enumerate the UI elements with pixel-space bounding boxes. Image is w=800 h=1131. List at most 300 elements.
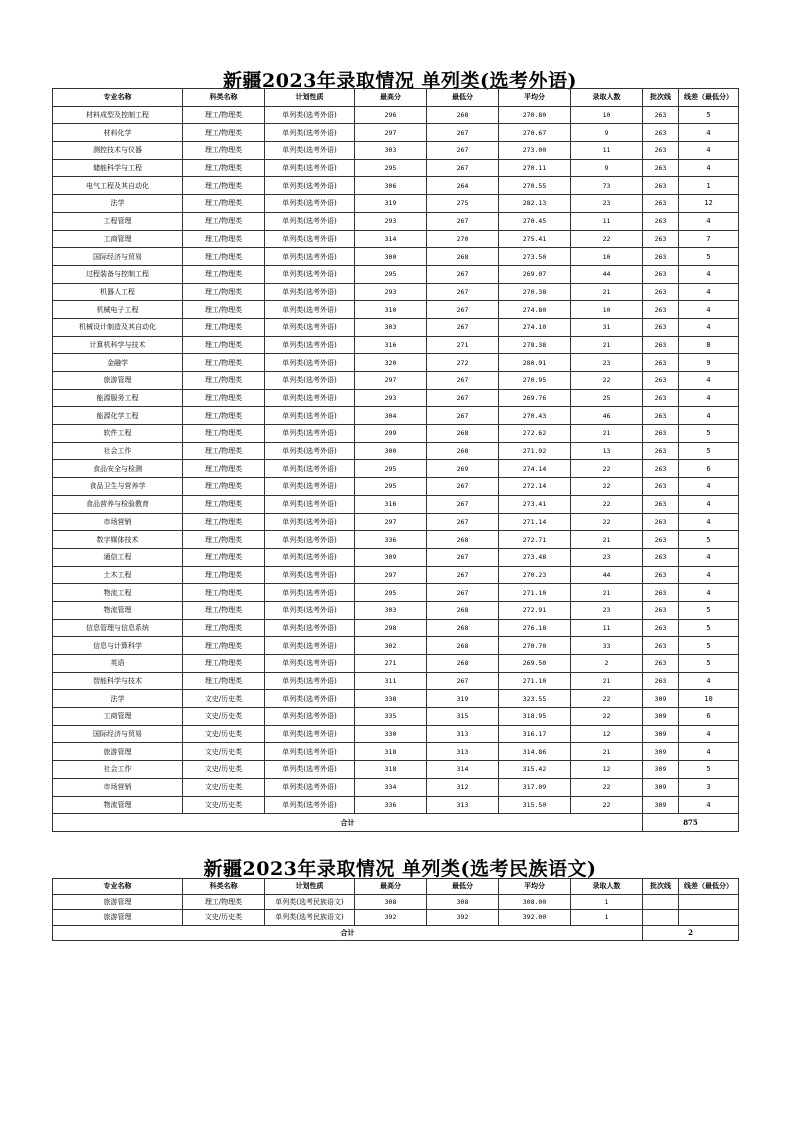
cell-category: 理工/物理类 bbox=[183, 177, 265, 195]
cell-plan-type: 单列类(选考外语) bbox=[265, 177, 355, 195]
cell-admitted-count: 21 bbox=[571, 283, 643, 301]
cell-admitted-count: 11 bbox=[571, 619, 643, 637]
cell-major-name: 旅游管理 bbox=[53, 372, 183, 390]
cell-batch-line: 263 bbox=[643, 460, 679, 478]
column-header-avg-score: 平均分 bbox=[499, 879, 571, 895]
cell-batch-line: 263 bbox=[643, 301, 679, 319]
column-header-category: 科类名称 bbox=[183, 89, 265, 107]
cell-avg-score: 270.95 bbox=[499, 372, 571, 390]
cell-batch-line: 263 bbox=[643, 212, 679, 230]
cell-avg-score: 273.00 bbox=[499, 142, 571, 160]
cell-score-gap: 4 bbox=[679, 318, 739, 336]
table-row bbox=[53, 743, 739, 761]
cell-avg-score: 270.45 bbox=[499, 212, 571, 230]
table-row bbox=[53, 248, 739, 266]
table-row bbox=[53, 283, 739, 301]
cell-score-gap: 6 bbox=[679, 460, 739, 478]
column-header-admitted-count: 录取人数 bbox=[571, 89, 643, 107]
cell-category: 理工/物理类 bbox=[183, 230, 265, 248]
table-row bbox=[53, 637, 739, 655]
cell-plan-type: 单列类(选考外语) bbox=[265, 372, 355, 390]
cell-avg-score: 392.00 bbox=[499, 910, 571, 926]
cell-plan-type: 单列类(选考外语) bbox=[265, 495, 355, 513]
cell-max-score: 297 bbox=[355, 124, 427, 142]
cell-category: 理工/物理类 bbox=[183, 336, 265, 354]
cell-min-score: 267 bbox=[427, 672, 499, 690]
cell-category: 理工/物理类 bbox=[183, 425, 265, 443]
cell-min-score: 267 bbox=[427, 372, 499, 390]
table-row bbox=[53, 301, 739, 319]
cell-batch-line: 309 bbox=[643, 778, 679, 796]
cell-max-score: 297 bbox=[355, 513, 427, 531]
column-header-avg-score: 平均分 bbox=[499, 89, 571, 107]
cell-min-score: 267 bbox=[427, 301, 499, 319]
cell-avg-score: 272.71 bbox=[499, 531, 571, 549]
cell-min-score: 270 bbox=[427, 230, 499, 248]
table-row bbox=[53, 531, 739, 549]
cell-avg-score: 271.10 bbox=[499, 672, 571, 690]
cell-admitted-count: 31 bbox=[571, 318, 643, 336]
cell-batch-line: 263 bbox=[643, 601, 679, 619]
cell-category: 文史/历史类 bbox=[183, 725, 265, 743]
cell-admitted-count: 21 bbox=[571, 584, 643, 602]
cell-admitted-count: 23 bbox=[571, 548, 643, 566]
table-row bbox=[53, 672, 739, 690]
column-header-major-name: 专业名称 bbox=[53, 89, 183, 107]
cell-min-score: 312 bbox=[427, 778, 499, 796]
cell-plan-type: 单列类(选考外语) bbox=[265, 389, 355, 407]
cell-max-score: 316 bbox=[355, 495, 427, 513]
cell-major-name: 社会工作 bbox=[53, 761, 183, 779]
cell-avg-score: 275.41 bbox=[499, 230, 571, 248]
cell-major-name: 测控技术与仪器 bbox=[53, 142, 183, 160]
cell-major-name: 食品安全与检测 bbox=[53, 460, 183, 478]
cell-admitted-count: 11 bbox=[571, 142, 643, 160]
cell-major-name: 机械电子工程 bbox=[53, 301, 183, 319]
cell-score-gap: 5 bbox=[679, 655, 739, 673]
cell-category: 理工/物理类 bbox=[183, 106, 265, 124]
cell-category: 理工/物理类 bbox=[183, 407, 265, 425]
cell-batch-line: 263 bbox=[643, 248, 679, 266]
cell-major-name: 软件工程 bbox=[53, 425, 183, 443]
cell-category: 理工/物理类 bbox=[183, 248, 265, 266]
cell-max-score: 298 bbox=[355, 619, 427, 637]
cell-avg-score: 270.43 bbox=[499, 407, 571, 425]
cell-plan-type: 单列类(选考外语) bbox=[265, 212, 355, 230]
cell-major-name: 旅游管理 bbox=[53, 894, 183, 910]
cell-batch-line: 263 bbox=[643, 548, 679, 566]
total-label: 合计 bbox=[53, 814, 643, 832]
cell-avg-score: 270.23 bbox=[499, 566, 571, 584]
cell-category: 理工/物理类 bbox=[183, 601, 265, 619]
cell-max-score: 293 bbox=[355, 212, 427, 230]
cell-max-score: 316 bbox=[355, 336, 427, 354]
cell-score-gap: 4 bbox=[679, 407, 739, 425]
cell-min-score: 267 bbox=[427, 318, 499, 336]
cell-major-name: 物流工程 bbox=[53, 584, 183, 602]
cell-plan-type: 单列类(选考外语) bbox=[265, 142, 355, 160]
cell-min-score: 315 bbox=[427, 708, 499, 726]
table-row bbox=[53, 407, 739, 425]
cell-category: 理工/物理类 bbox=[183, 478, 265, 496]
cell-admitted-count: 22 bbox=[571, 778, 643, 796]
cell-category: 文史/历史类 bbox=[183, 910, 265, 926]
cell-score-gap: 4 bbox=[679, 584, 739, 602]
cell-category: 理工/物理类 bbox=[183, 894, 265, 910]
cell-score-gap: 4 bbox=[679, 124, 739, 142]
cell-max-score: 318 bbox=[355, 761, 427, 779]
cell-score-gap: 1 bbox=[679, 177, 739, 195]
cell-score-gap: 5 bbox=[679, 531, 739, 549]
cell-batch-line: 263 bbox=[643, 619, 679, 637]
cell-min-score: 268 bbox=[427, 601, 499, 619]
cell-plan-type: 单列类(选考外语) bbox=[265, 425, 355, 443]
cell-batch-line: 263 bbox=[643, 318, 679, 336]
cell-min-score: 392 bbox=[427, 910, 499, 926]
cell-major-name: 食品卫生与营养学 bbox=[53, 478, 183, 496]
cell-min-score: 264 bbox=[427, 177, 499, 195]
cell-plan-type: 单列类(选考外语) bbox=[265, 318, 355, 336]
cell-admitted-count: 33 bbox=[571, 637, 643, 655]
cell-batch-line: 263 bbox=[643, 495, 679, 513]
cell-max-score: 318 bbox=[355, 743, 427, 761]
cell-score-gap: 4 bbox=[679, 212, 739, 230]
cell-category: 理工/物理类 bbox=[183, 195, 265, 213]
column-header-min-score: 最低分 bbox=[427, 879, 499, 895]
cell-avg-score: 282.13 bbox=[499, 195, 571, 213]
cell-avg-score: 271.14 bbox=[499, 513, 571, 531]
cell-batch-line: 263 bbox=[643, 655, 679, 673]
table-row bbox=[53, 495, 739, 513]
cell-min-score: 268 bbox=[427, 442, 499, 460]
column-header-score-gap: 线差（最低分） bbox=[679, 879, 739, 895]
cell-avg-score: 273.50 bbox=[499, 248, 571, 266]
table-row bbox=[53, 910, 739, 926]
cell-avg-score: 272.91 bbox=[499, 601, 571, 619]
cell-avg-score: 323.55 bbox=[499, 690, 571, 708]
cell-major-name: 法学 bbox=[53, 195, 183, 213]
cell-category: 理工/物理类 bbox=[183, 548, 265, 566]
cell-plan-type: 单列类(选考外语) bbox=[265, 460, 355, 478]
cell-max-score: 295 bbox=[355, 478, 427, 496]
cell-score-gap: 4 bbox=[679, 478, 739, 496]
cell-avg-score: 270.11 bbox=[499, 159, 571, 177]
cell-plan-type: 单列类(选考外语) bbox=[265, 442, 355, 460]
cell-plan-type: 单列类(选考外语) bbox=[265, 548, 355, 566]
cell-category: 理工/物理类 bbox=[183, 159, 265, 177]
cell-major-name: 计算机科学与技术 bbox=[53, 336, 183, 354]
cell-admitted-count: 12 bbox=[571, 725, 643, 743]
cell-max-score: 335 bbox=[355, 708, 427, 726]
cell-major-name: 储能科学与工程 bbox=[53, 159, 183, 177]
cell-max-score: 319 bbox=[355, 195, 427, 213]
cell-min-score: 269 bbox=[427, 460, 499, 478]
cell-max-score: 314 bbox=[355, 230, 427, 248]
cell-max-score: 295 bbox=[355, 584, 427, 602]
cell-plan-type: 单列类(选考外语) bbox=[265, 796, 355, 814]
cell-score-gap: 5 bbox=[679, 619, 739, 637]
cell-major-name: 工商管理 bbox=[53, 708, 183, 726]
cell-avg-score: 271.92 bbox=[499, 442, 571, 460]
cell-admitted-count: 73 bbox=[571, 177, 643, 195]
column-header-score-gap: 线差（最低分） bbox=[679, 89, 739, 107]
column-header-min-score: 最低分 bbox=[427, 89, 499, 107]
table-row bbox=[53, 336, 739, 354]
cell-category: 理工/物理类 bbox=[183, 619, 265, 637]
cell-category: 理工/物理类 bbox=[183, 301, 265, 319]
cell-admitted-count: 21 bbox=[571, 743, 643, 761]
cell-admitted-count: 12 bbox=[571, 761, 643, 779]
cell-score-gap bbox=[679, 910, 739, 926]
cell-score-gap: 3 bbox=[679, 778, 739, 796]
column-header-category: 科类名称 bbox=[183, 879, 265, 895]
column-header-plan-type: 计划性质 bbox=[265, 89, 355, 107]
cell-max-score: 303 bbox=[355, 318, 427, 336]
cell-admitted-count: 25 bbox=[571, 389, 643, 407]
cell-avg-score: 274.80 bbox=[499, 301, 571, 319]
cell-admitted-count: 23 bbox=[571, 195, 643, 213]
cell-plan-type: 单列类(选考外语) bbox=[265, 248, 355, 266]
cell-category: 理工/物理类 bbox=[183, 566, 265, 584]
cell-category: 理工/物理类 bbox=[183, 655, 265, 673]
column-header-batch-line: 批次线 bbox=[643, 89, 679, 107]
cell-batch-line bbox=[643, 894, 679, 910]
cell-min-score: 267 bbox=[427, 389, 499, 407]
cell-batch-line: 263 bbox=[643, 531, 679, 549]
cell-score-gap: 4 bbox=[679, 725, 739, 743]
cell-score-gap: 9 bbox=[679, 354, 739, 372]
cell-avg-score: 316.17 bbox=[499, 725, 571, 743]
cell-plan-type: 单列类(选考外语) bbox=[265, 301, 355, 319]
cell-major-name: 食品营养与检验教育 bbox=[53, 495, 183, 513]
cell-max-score: 302 bbox=[355, 637, 427, 655]
cell-admitted-count: 21 bbox=[571, 531, 643, 549]
cell-min-score: 267 bbox=[427, 566, 499, 584]
table-row bbox=[53, 566, 739, 584]
cell-plan-type: 单列类(选考外语) bbox=[265, 531, 355, 549]
cell-max-score: 310 bbox=[355, 301, 427, 319]
cell-max-score: 306 bbox=[355, 177, 427, 195]
cell-score-gap: 4 bbox=[679, 796, 739, 814]
cell-min-score: 314 bbox=[427, 761, 499, 779]
table-row bbox=[53, 354, 739, 372]
cell-admitted-count: 1 bbox=[571, 894, 643, 910]
cell-avg-score: 270.38 bbox=[499, 283, 571, 301]
cell-major-name: 能源化学工程 bbox=[53, 407, 183, 425]
column-header-major-name: 专业名称 bbox=[53, 879, 183, 895]
table-row bbox=[53, 318, 739, 336]
cell-max-score: 295 bbox=[355, 460, 427, 478]
cell-major-name: 材料成型及控制工程 bbox=[53, 106, 183, 124]
cell-score-gap: 5 bbox=[679, 442, 739, 460]
cell-score-gap: 4 bbox=[679, 372, 739, 390]
table-row bbox=[53, 761, 739, 779]
cell-category: 理工/物理类 bbox=[183, 672, 265, 690]
cell-max-score: 300 bbox=[355, 248, 427, 266]
table-header-row bbox=[53, 89, 739, 107]
total-row bbox=[53, 925, 739, 941]
cell-min-score: 267 bbox=[427, 159, 499, 177]
cell-avg-score: 278.38 bbox=[499, 336, 571, 354]
cell-major-name: 能源服务工程 bbox=[53, 389, 183, 407]
cell-plan-type: 单列类(选考外语) bbox=[265, 619, 355, 637]
table-row bbox=[53, 584, 739, 602]
cell-batch-line: 309 bbox=[643, 708, 679, 726]
cell-max-score: 304 bbox=[355, 407, 427, 425]
cell-major-name: 数字媒体技术 bbox=[53, 531, 183, 549]
cell-batch-line: 263 bbox=[643, 513, 679, 531]
cell-plan-type: 单列类(选考外语) bbox=[265, 230, 355, 248]
cell-avg-score: 269.50 bbox=[499, 655, 571, 673]
table-row bbox=[53, 212, 739, 230]
table-row bbox=[53, 124, 739, 142]
cell-major-name: 国际经济与贸易 bbox=[53, 248, 183, 266]
total-row bbox=[53, 814, 739, 832]
cell-avg-score: 269.76 bbox=[499, 389, 571, 407]
column-header-plan-type: 计划性质 bbox=[265, 879, 355, 895]
table-row bbox=[53, 106, 739, 124]
cell-admitted-count: 22 bbox=[571, 478, 643, 496]
cell-plan-type: 单列类(选考外语) bbox=[265, 283, 355, 301]
cell-score-gap bbox=[679, 894, 739, 910]
cell-avg-score: 317.09 bbox=[499, 778, 571, 796]
cell-avg-score: 274.10 bbox=[499, 318, 571, 336]
cell-batch-line: 263 bbox=[643, 407, 679, 425]
cell-admitted-count: 2 bbox=[571, 655, 643, 673]
cell-category: 理工/物理类 bbox=[183, 531, 265, 549]
cell-major-name: 国际经济与贸易 bbox=[53, 725, 183, 743]
cell-category: 文史/历史类 bbox=[183, 778, 265, 796]
total-label: 合计 bbox=[53, 925, 643, 941]
cell-min-score: 267 bbox=[427, 478, 499, 496]
cell-admitted-count: 46 bbox=[571, 407, 643, 425]
cell-min-score: 313 bbox=[427, 796, 499, 814]
cell-max-score: 303 bbox=[355, 142, 427, 160]
cell-plan-type: 单列类(选考外语) bbox=[265, 743, 355, 761]
cell-admitted-count: 22 bbox=[571, 796, 643, 814]
cell-category: 理工/物理类 bbox=[183, 124, 265, 142]
cell-admitted-count: 22 bbox=[571, 460, 643, 478]
cell-major-name: 工商管理 bbox=[53, 230, 183, 248]
cell-major-name: 英语 bbox=[53, 655, 183, 673]
cell-score-gap: 4 bbox=[679, 743, 739, 761]
cell-major-name: 市场营销 bbox=[53, 513, 183, 531]
cell-min-score: 319 bbox=[427, 690, 499, 708]
cell-admitted-count: 10 bbox=[571, 301, 643, 319]
cell-batch-line: 263 bbox=[643, 372, 679, 390]
cell-plan-type: 单列类(选考外语) bbox=[265, 265, 355, 283]
cell-major-name: 信息与计算科学 bbox=[53, 637, 183, 655]
cell-major-name: 旅游管理 bbox=[53, 743, 183, 761]
cell-min-score: 267 bbox=[427, 142, 499, 160]
table-row bbox=[53, 389, 739, 407]
cell-batch-line: 263 bbox=[643, 425, 679, 443]
cell-admitted-count: 22 bbox=[571, 513, 643, 531]
table-row bbox=[53, 230, 739, 248]
cell-category: 理工/物理类 bbox=[183, 318, 265, 336]
cell-batch-line: 263 bbox=[643, 283, 679, 301]
cell-plan-type: 单列类(选考外语) bbox=[265, 725, 355, 743]
cell-avg-score: 308.00 bbox=[499, 894, 571, 910]
cell-min-score: 268 bbox=[427, 531, 499, 549]
table-row bbox=[53, 708, 739, 726]
cell-admitted-count: 10 bbox=[571, 248, 643, 266]
cell-major-name: 机器人工程 bbox=[53, 283, 183, 301]
cell-plan-type: 单列类(选考外语) bbox=[265, 637, 355, 655]
cell-batch-line: 263 bbox=[643, 159, 679, 177]
cell-batch-line: 263 bbox=[643, 124, 679, 142]
cell-score-gap: 5 bbox=[679, 248, 739, 266]
cell-avg-score: 315.42 bbox=[499, 761, 571, 779]
cell-avg-score: 270.80 bbox=[499, 106, 571, 124]
cell-plan-type: 单列类(选考外语) bbox=[265, 566, 355, 584]
cell-score-gap: 8 bbox=[679, 336, 739, 354]
cell-avg-score: 272.62 bbox=[499, 425, 571, 443]
cell-score-gap: 4 bbox=[679, 301, 739, 319]
table-row bbox=[53, 142, 739, 160]
cell-category: 理工/物理类 bbox=[183, 460, 265, 478]
cell-batch-line: 263 bbox=[643, 672, 679, 690]
cell-avg-score: 269.07 bbox=[499, 265, 571, 283]
table-row bbox=[53, 778, 739, 796]
cell-plan-type: 单列类(选考外语) bbox=[265, 478, 355, 496]
table-row bbox=[53, 655, 739, 673]
cell-major-name: 智能科学与技术 bbox=[53, 672, 183, 690]
cell-avg-score: 276.18 bbox=[499, 619, 571, 637]
cell-avg-score: 314.86 bbox=[499, 743, 571, 761]
cell-max-score: 297 bbox=[355, 372, 427, 390]
cell-major-name: 土木工程 bbox=[53, 566, 183, 584]
cell-category: 理工/物理类 bbox=[183, 442, 265, 460]
cell-score-gap: 5 bbox=[679, 761, 739, 779]
cell-max-score: 299 bbox=[355, 425, 427, 443]
cell-category: 理工/物理类 bbox=[183, 637, 265, 655]
cell-category: 文史/历史类 bbox=[183, 761, 265, 779]
cell-batch-line: 309 bbox=[643, 725, 679, 743]
cell-score-gap: 4 bbox=[679, 672, 739, 690]
cell-score-gap: 4 bbox=[679, 283, 739, 301]
cell-batch-line: 263 bbox=[643, 637, 679, 655]
admission-table-ethnic-language bbox=[52, 878, 739, 941]
cell-score-gap: 5 bbox=[679, 601, 739, 619]
cell-plan-type: 单列类(选考外语) bbox=[265, 124, 355, 142]
cell-min-score: 268 bbox=[427, 425, 499, 443]
cell-admitted-count: 23 bbox=[571, 601, 643, 619]
cell-admitted-count: 10 bbox=[571, 106, 643, 124]
cell-admitted-count: 22 bbox=[571, 372, 643, 390]
cell-max-score: 308 bbox=[355, 894, 427, 910]
cell-max-score: 293 bbox=[355, 389, 427, 407]
cell-score-gap: 4 bbox=[679, 142, 739, 160]
cell-admitted-count: 9 bbox=[571, 124, 643, 142]
cell-plan-type: 单列类(选考外语) bbox=[265, 407, 355, 425]
cell-plan-type: 单列类(选考外语) bbox=[265, 708, 355, 726]
cell-category: 理工/物理类 bbox=[183, 354, 265, 372]
cell-score-gap: 5 bbox=[679, 637, 739, 655]
cell-score-gap: 6 bbox=[679, 708, 739, 726]
cell-max-score: 338 bbox=[355, 690, 427, 708]
table-header-row bbox=[53, 879, 739, 895]
total-value: 2 bbox=[643, 925, 739, 941]
cell-score-gap: 4 bbox=[679, 265, 739, 283]
cell-min-score: 267 bbox=[427, 212, 499, 230]
cell-min-score: 267 bbox=[427, 495, 499, 513]
cell-category: 理工/物理类 bbox=[183, 584, 265, 602]
table-row bbox=[53, 796, 739, 814]
cell-min-score: 271 bbox=[427, 336, 499, 354]
cell-max-score: 334 bbox=[355, 778, 427, 796]
table-row bbox=[53, 601, 739, 619]
